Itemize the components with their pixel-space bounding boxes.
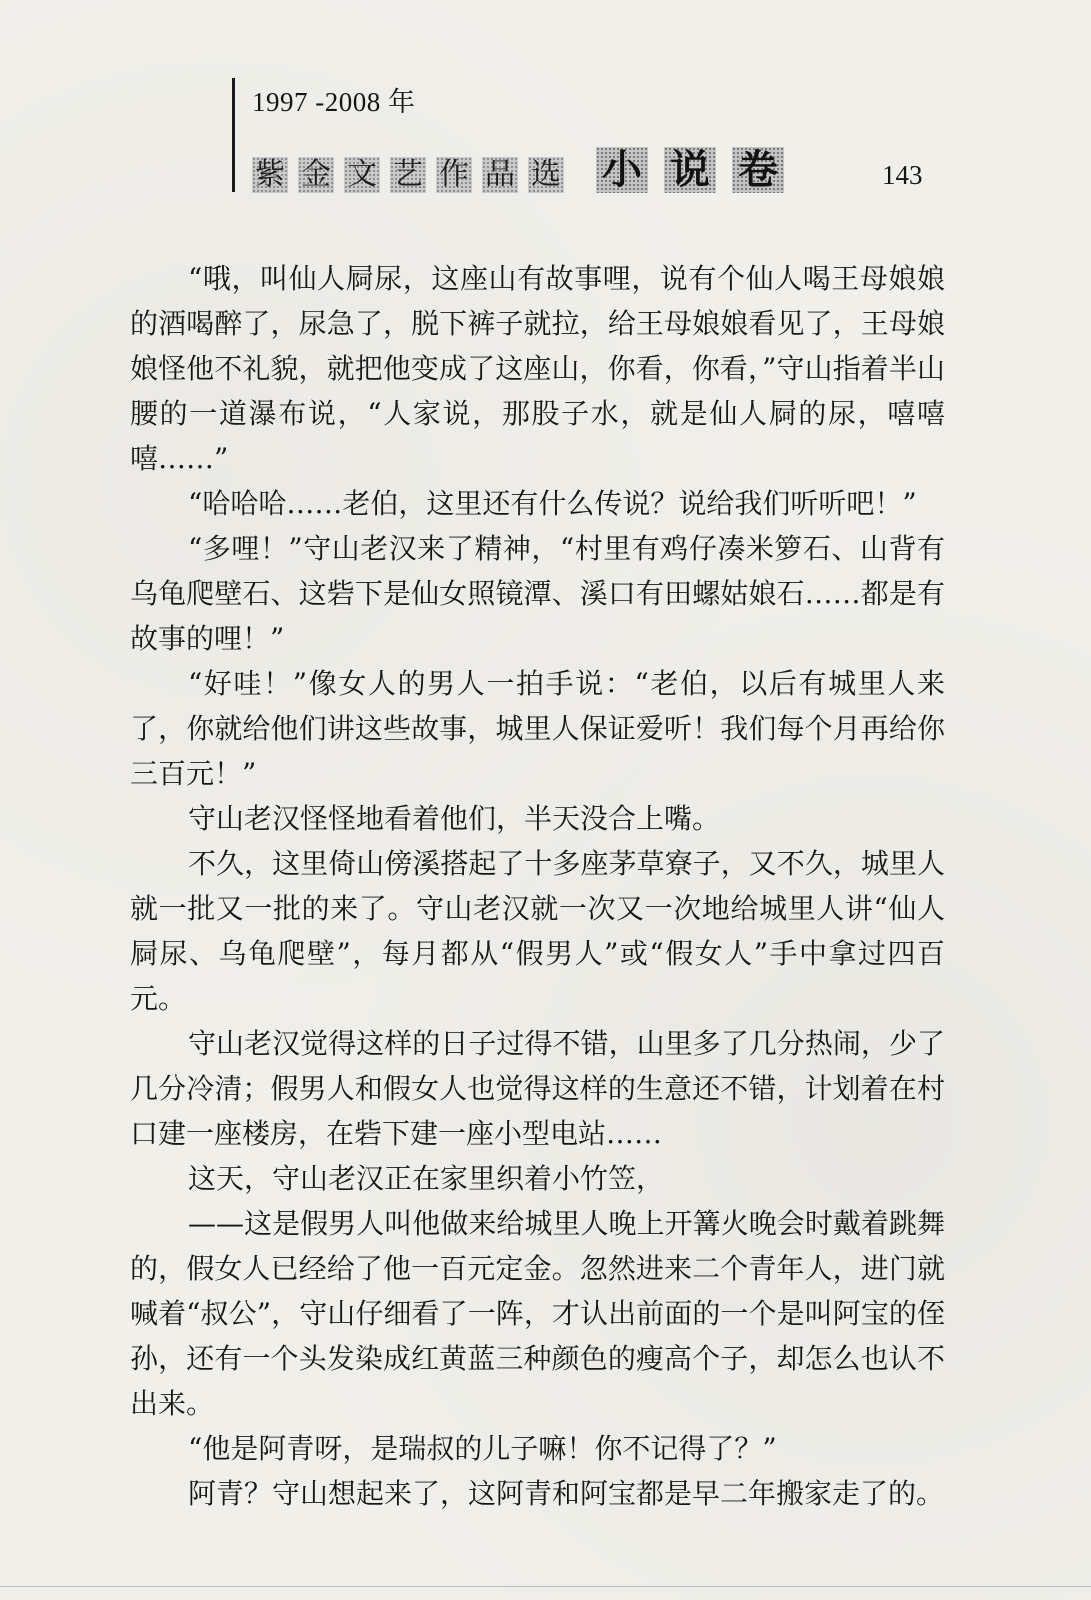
body-text xyxy=(130,256,945,1516)
genre-char: 卷 xyxy=(732,147,784,193)
paragraph: 这天，守山老汉正在家里织着小竹笠， xyxy=(188,1162,665,1195)
paragraph: “哦，叫仙人屙尿，这座山有故事哩，说有个仙人喝王母娘娘的酒喝醉了，尿急了，脱下裤子就拉，给王母娘娘看见了，王母娘娘怪他不礼貌，就把他变成了这座山，你看，你看，”守山指着半山腰的一道瀑布说，“人家说，那股子水，就是仙人屙的尿，嘻嘻嘻……” xyxy=(130,262,945,475)
paragraph: 守山老汉觉得这样的日子过得不错，山里多了几分热闹，少了几分冷清；假男人和假女人也觉得这样的生意还不错，计划着在村口建一座楼房，在砦下建一座小型电站…… xyxy=(130,1027,945,1150)
header-rule xyxy=(232,78,235,192)
header-years: 1997 -2008 年 xyxy=(252,87,416,117)
paragraph: ——这是假男人叫他做来给城里人晚上开篝火晚会时戴着跳舞的，假女人已经给了他一百元定金。忽然进来二个青年人，进门就喊着“叔公”，守山仔细看了一阵，才认出前面的一个是叫阿宝的侄孙，还有一个头发染成红黄蓝三种颜色的瘦高个子，却怎么也认不出来。 xyxy=(130,1207,945,1420)
series-char: 作 xyxy=(436,157,472,193)
paragraph: “多哩！”守山老汉来了精神，“村里有鸡仔凑米箩石、山背有乌龟爬壁石、这砦下是仙女照镜潭、溪口有田螺姑娘石……都是有故事的哩！” xyxy=(130,532,945,655)
series-char: 文 xyxy=(344,157,380,193)
genre-title xyxy=(596,147,800,193)
series-char: 紫 xyxy=(252,157,288,193)
genre-char: 说 xyxy=(664,147,716,193)
paragraph: “好哇！”像女人的男人一拍手说：“老伯，以后有城里人来了，你就给他们讲这些故事，城里人保证爱听！我们每个月再给你三百元！” xyxy=(130,667,945,790)
series-char: 选 xyxy=(528,157,564,193)
series-char: 品 xyxy=(482,157,518,193)
paragraph: 不久，这里倚山傍溪搭起了十多座茅草寮子，又不久，城里人就一批又一批的来了。守山老汉就一次又一次地给城里人讲“仙人屙尿、乌龟爬壁”，每月都从“假男人”或“假女人”手中拿过四百元。 xyxy=(130,847,945,1015)
paragraph: “哈哈哈……老伯，这里还有什么传说？说给我们听听吧！” xyxy=(188,487,917,520)
series-char: 金 xyxy=(298,157,334,193)
paragraph: “他是阿青呀，是瑞叔的儿子嘛！你不记得了？” xyxy=(188,1432,777,1465)
page-number: 143 xyxy=(882,160,923,190)
series-char: 艺 xyxy=(390,157,426,193)
paragraph: 阿青？守山想起来了，这阿青和阿宝都是早二年搬家走了的。 xyxy=(188,1477,945,1510)
header-series-title xyxy=(252,147,800,193)
scan-edge-line xyxy=(0,1586,1091,1587)
paragraph: 守山老汉怪怪地看着他们，半天没合上嘴。 xyxy=(188,802,721,835)
genre-char: 小 xyxy=(596,147,648,193)
